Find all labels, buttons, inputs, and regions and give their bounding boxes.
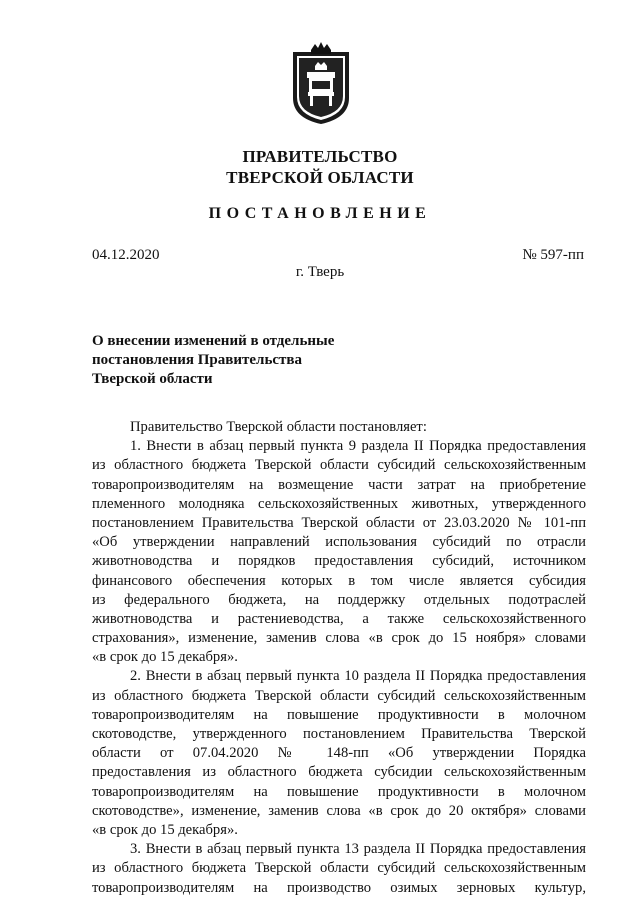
body-line: из областного бюджета Тверской области субсидий сельскохозяйственным [92, 457, 586, 474]
body-line: Правительство Тверской области постановляет: [130, 419, 427, 435]
org-name-line2: ТВЕРСКОЙ ОБЛАСТИ [226, 168, 414, 187]
body-line: «Об утверждении направлений использования субсидий по отрасли [92, 534, 586, 551]
body-line: страхования», изменение, заменив слова «в срок до 15 ноября» словами [92, 630, 586, 647]
document-number: № 597-пп [522, 247, 584, 263]
body-line: постановлением Правительства Тверской области от 23.03.2020 № 101-пп [92, 514, 586, 531]
document-body [92, 418, 586, 898]
body-line: племенного молодняка сельскохозяйственных животных, утвержденного [92, 495, 586, 512]
body-line: скотоводстве», изменение, заменив слова «в срок до 20 октября» словами [92, 802, 586, 819]
body-line: из областного бюджета Тверской области субсидий сельскохозяйственным [92, 860, 586, 877]
body-line: 2. Внести в абзац первый пункта 10 раздела II Порядка предоставления [130, 668, 586, 685]
body-line: финансового обеспечения которых в том числе является субсидия [92, 572, 586, 589]
body-line: товаропроизводителям на повышение продуктивности в молочном [92, 783, 586, 800]
body-line: животноводства и растениеводства, а также сельскохозяйственного [92, 610, 586, 627]
body-line: товаропроизводителям на возмещение части затрат на приобретение [92, 476, 586, 493]
document-date: 04.12.2020 [92, 247, 160, 263]
body-line: животноводства и порядков предоставления субсидий, источником [92, 553, 586, 570]
body-line: «в срок до 15 декабря». [92, 821, 238, 838]
body-line: 1. Внести в абзац первый пункта 9 раздела II Порядка предоставления [130, 438, 586, 455]
body-line: товаропроизводителям на повышение продуктивности в молочном [92, 706, 586, 723]
body-line: скотоводстве, утвержденного постановлением Правительства Тверской [92, 726, 586, 742]
subject-line: постановления Правительства [92, 352, 302, 368]
body-line: из областного бюджета Тверской области субсидий сельскохозяйственным [92, 687, 586, 704]
body-line: предоставления из областного бюджета субсидии сельскохозяйственным [92, 764, 586, 781]
document-subject [92, 332, 392, 389]
body-line: «в срок до 15 декабря». [92, 649, 238, 666]
subject-line: Тверской области [92, 371, 213, 387]
body-line: товаропроизводителям на производство озимых зерновых культур, [92, 879, 586, 896]
document-city: г. Тверь [295, 264, 345, 280]
body-line: области от 07.04.2020 № 148-пп «Об утверждении Порядка [92, 745, 586, 762]
tver-coat-of-arms-icon [289, 42, 353, 126]
document-type: ПОСТАНОВЛЕНИЕ [208, 205, 432, 222]
org-name-line1: ПРАВИТЕЛЬСТВО [242, 147, 398, 166]
subject-line: О внесении изменений в отдельные [92, 333, 335, 349]
body-line: 3. Внести в абзац первый пункта 13 раздела II Порядка предоставления [130, 841, 586, 858]
body-line: из федерального бюджета, на поддержку отдельных подотраслей [92, 591, 586, 608]
